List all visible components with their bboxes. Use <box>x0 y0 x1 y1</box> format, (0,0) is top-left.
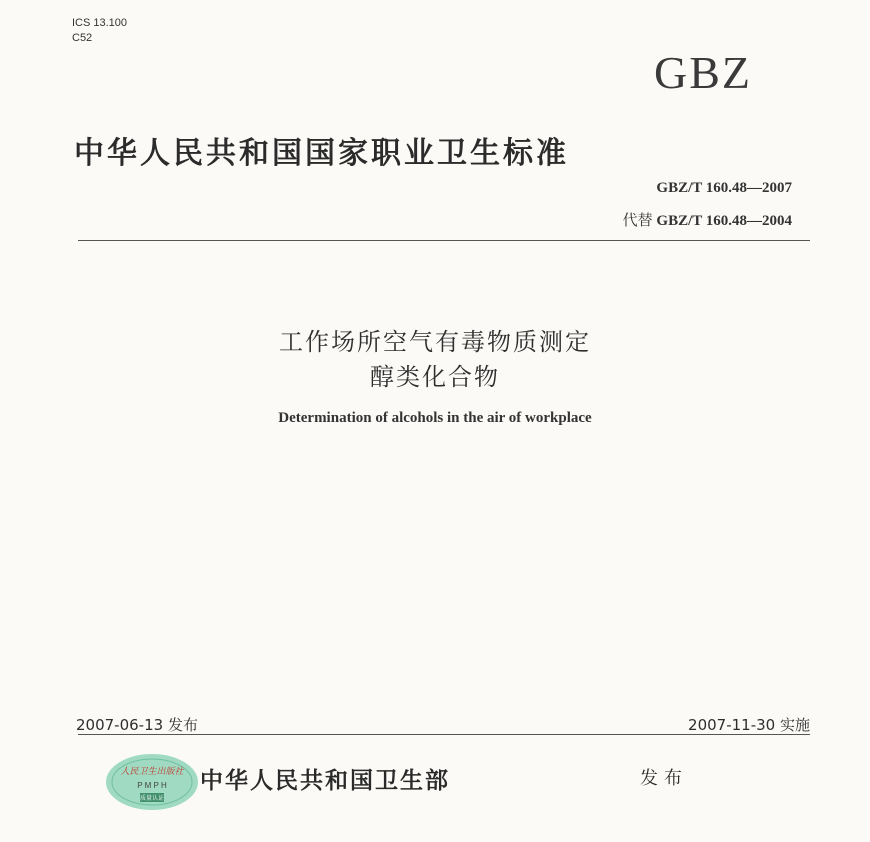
standard-code: GBZ/T 160.48—2007 <box>656 180 792 196</box>
top-divider <box>78 240 810 241</box>
title-en: Determination of alcohols in the air of workplace <box>278 410 592 426</box>
bottom-divider <box>78 734 810 735</box>
seal-text-mid: P M P H <box>137 781 167 790</box>
standard-class-title: 中华人民共和国国家职业卫生标准 <box>74 136 569 171</box>
title-zh-line2: 醇类化合物 <box>370 363 500 391</box>
classification-codes <box>72 16 127 46</box>
replaces-prefix: 代替 <box>622 213 653 229</box>
issuer: 中华人民共和国卫生部 <box>200 768 450 794</box>
ccs-code: C52 <box>72 32 93 44</box>
seal-text-top: 人民卫生出版社 <box>120 767 184 777</box>
replaces-code: GBZ/T 160.48—2004 <box>656 213 792 229</box>
replaces-line <box>623 209 792 230</box>
gbz-logo: GBZ <box>654 47 752 98</box>
issue-date: 2007-06-13 发布 <box>76 716 198 734</box>
implementation-date: 2007-11-30 实施 <box>688 716 810 734</box>
seal-text-bottom: 质量认证 <box>139 795 165 802</box>
publisher-seal-icon <box>104 752 200 812</box>
issuer-suffix: 发布 <box>640 768 688 789</box>
ics-code: ICS 13.100 <box>72 17 128 29</box>
title-zh-line1: 工作场所空气有毒物质测定 <box>279 328 591 356</box>
